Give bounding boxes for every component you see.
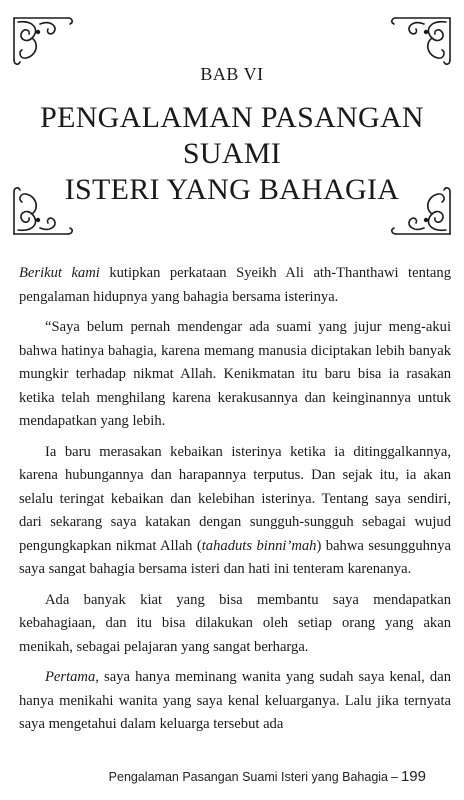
paragraph-3 [19, 441, 451, 582]
paragraph-1 [19, 262, 451, 309]
running-footer [109, 768, 426, 785]
paragraph-2: “Saya belum pernah mendengar ada suami yang jujur meng-akui bahwa hatinya bahagia, karena memang manusia diciptakan lebih banyak mungkir terhadap nikmat Allah. Kenikmatan itu baru bisa ia rasakan ketika telah menghilang karena kerakusannya dan keinginannya untuk mendapatkan yang lebih. [19, 319, 451, 429]
paragraph-1-text: kutipkan perkataan Syeikh Ali ath-Thanthawi tentang pengalaman hidupnya yang bahagia bersama isterinya. [19, 265, 451, 305]
paragraph-5-lead: Pertama [45, 669, 96, 685]
running-title: Pengalaman Pasangan Suami Isteri yang Bahagia [108, 770, 389, 784]
paragraph-5-text: , saya hanya meminang wanita yang sudah saya kenal, dan hanya menikahi wanita yang saya kenal keluarganya. Lalu jika ternyata saya mengetahui dalam keluarga tersebut ada [19, 669, 451, 732]
body-text [19, 262, 451, 744]
page-number: 199 [400, 768, 426, 785]
paragraph-5 [19, 666, 451, 737]
chapter-label: BAB VI [200, 64, 264, 84]
paragraph-3-text-after: ) bahwa sesungguhnya saya sangat bahagia bersama isteri dan hati ini tenteram karenanya. [19, 537, 451, 577]
paragraph-3-text-before: Ia baru merasakan kebaikan isterinya ketika ia ditinggalkannya, karena hubungannya dan harapannya terputus. Dan sejak itu, ia akan selalu teringat kebaikan dan kelebihan isterinya. Tentang saya sendiri, dari sekarang saya katakan dengan sungguh-sungguh sebagai wujud pengungkapkan nikmat Allah ( [19, 443, 451, 554]
paragraph-1-lead: Berikut kami [19, 265, 100, 281]
chapter-title [10, 100, 454, 208]
chapter-title-line-2: ISTERI YANG BAHAGIA [64, 173, 400, 206]
footer-separator: – [391, 770, 398, 784]
chapter-title-line-1: PENGALAMAN PASANGAN SUAMI [40, 101, 424, 170]
paragraph-3-italic-term: tahaduts binni’mah [201, 537, 317, 554]
paragraph-4: Ada banyak kiat yang bisa membantu saya mendapatkan kebahagiaan, dan itu bisa dilakukan oleh setiap orang yang akan menikah, sebagai pelajaran yang sangat berharga. [19, 591, 451, 655]
